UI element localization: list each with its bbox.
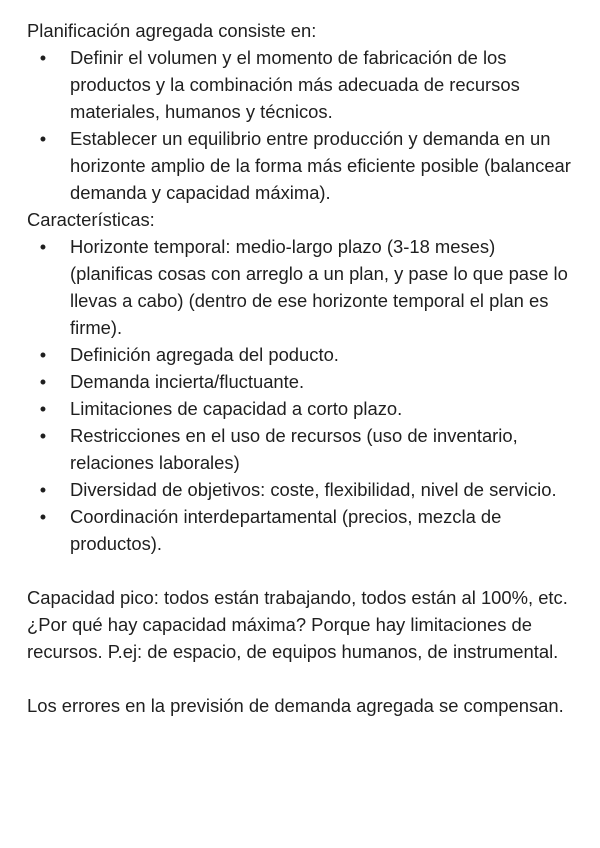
bullet-icon: • (39, 506, 47, 527)
bullet-icon: • (39, 371, 47, 392)
note-capacidad-maxima: ¿Por qué hay capacidad máxima? Porque hay limitaciones de recursos. P.ej: de espacio, de equipos humanos, de instrumental. (27, 614, 559, 662)
bullet-icon: • (39, 425, 47, 446)
list-item (27, 368, 576, 395)
list-item-text: Diversidad de objetivos: coste, flexibilidad, nivel de servicio. (70, 479, 557, 500)
bullet-icon: • (39, 398, 47, 419)
list-item (27, 44, 576, 125)
bullet-list-planificacion (27, 44, 576, 206)
blank-line (27, 557, 576, 584)
list-item (27, 476, 576, 503)
list-item-text: Coordinación interdepartamental (precios, mezcla de productos). (70, 506, 502, 554)
list-item (27, 422, 576, 476)
list-item-text: Horizonte temporal: medio-largo plazo (3-18 meses) (planificas cosas con arreglo a un plan, y pase lo que pase lo llevas a cabo) (dentro de ese horizonte temporal el plan es firme). (70, 236, 568, 338)
list-item-text: Definición agregada del poducto. (70, 344, 339, 365)
list-item (27, 395, 576, 422)
list-item (27, 233, 576, 341)
section-heading-planificacion: Planificación agregada consiste en: (27, 20, 317, 41)
bullet-icon: • (39, 236, 47, 257)
list-item-text: Demanda incierta/fluctuante. (70, 371, 305, 392)
bullet-icon: • (39, 344, 47, 365)
list-item-text: Limitaciones de capacidad a corto plazo. (70, 398, 403, 419)
bullet-list-caracteristicas (27, 233, 576, 557)
note-errores-prevision: Los errores en la previsión de demanda agregada se compensan. (27, 695, 564, 716)
list-item (27, 341, 576, 368)
section-heading-caracteristicas: Características: (27, 209, 155, 230)
bullet-icon: • (39, 47, 47, 68)
blank-line (27, 665, 576, 692)
list-item-text: Establecer un equilibrio entre producción y demanda en un horizonte amplio de la forma más eficiente posible (balancear demanda y capacidad máxima). (70, 128, 571, 203)
bullet-icon: • (39, 128, 47, 149)
list-item-text: Definir el volumen y el momento de fabricación de los productos y la combinación más adecuada de recursos materiales, humanos y técnicos. (70, 47, 520, 122)
note-capacidad-pico: Capacidad pico: todos están trabajando, todos están al 100%, etc. (27, 587, 568, 608)
list-item-text: Restricciones en el uso de recursos (uso de inventario, relaciones laborales) (70, 425, 518, 473)
bullet-icon: • (39, 479, 47, 500)
list-item (27, 125, 576, 206)
list-item (27, 503, 576, 557)
